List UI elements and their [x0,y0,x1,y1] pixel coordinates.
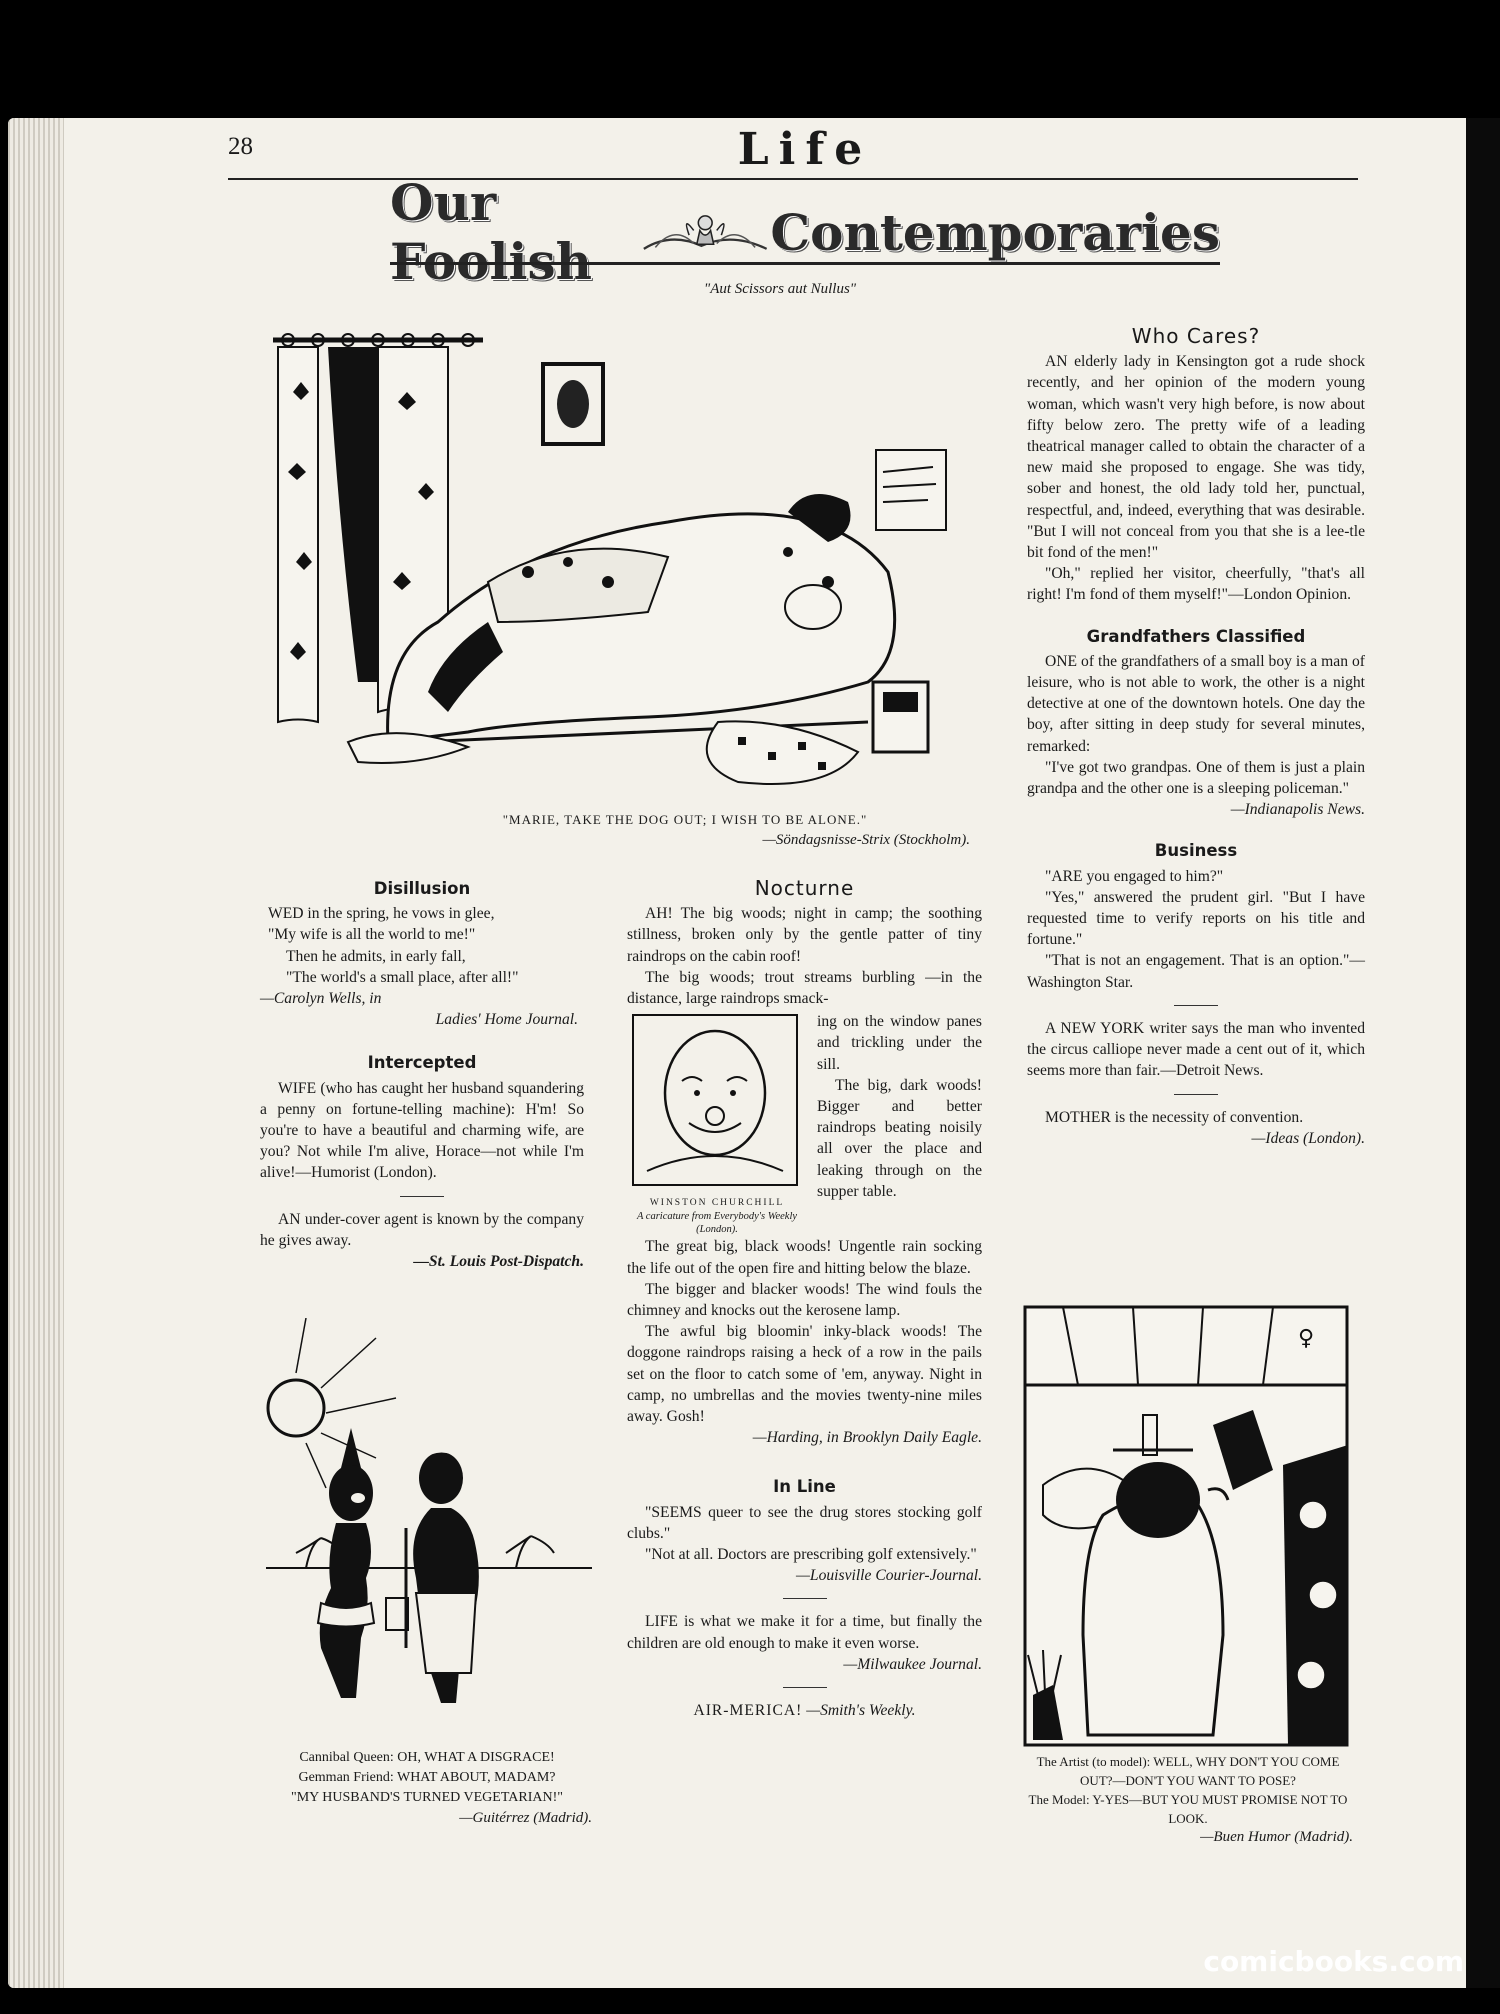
artist-cartoon-caption [1023,1752,1353,1847]
new-york-text: A NEW YORK writer says the man who invented the circus calliope never made a cent out of it, which seems more than fair.—Detroit News. [1027,1019,1365,1080]
air-merica-source: —Smith's Weekly. [806,1702,916,1720]
grandfathers-paragraph: "I've got two grandpas. One of them is just a plain grandpa and the other one is a sleeping policeman." [1027,758,1365,798]
churchill-name: WINSTON CHURCHILL [649,1198,785,1209]
cannibal-cartoon-illustration [266,1318,596,1718]
column-middle [627,878,982,1721]
churchill-caricature [627,1011,807,1236]
cannibal-cartoon-source: —Guitérrez (Madrid). [459,1810,592,1826]
masthead: Life [737,124,873,175]
artist-caption-line: The Artist (to model): WELL, WHY DON'T YOU COME OUT?—DON'T YOU WANT TO POSE? [1036,1754,1340,1788]
air-merica-text: AIR-MERICA! [693,1702,803,1720]
artist-signature-glyph: ♀ [1298,1326,1315,1351]
in-line-source: —Louisville Courier-Journal. [796,1567,982,1585]
intercepted-heading: Intercepted [367,1053,477,1073]
separator-rule [1174,1005,1218,1006]
mother-source: —Ideas (London). [1251,1129,1365,1147]
intercepted-text: WIFE (who has caught her husband squandering a penny on fortune-telling machine): H'm! So you're to have a beautiful and charming wife, are you? Not while I'm alive, Horace—not while I'm alive!—Humorist (London). [260,1079,584,1182]
disillusion-source-journal: Ladies' Home Journal. [435,1011,578,1029]
department-motto: "Aut Scissors aut Nullus" [703,281,857,297]
nocturne-paragraph: The awful big bloomin' inky-black woods! The doggone raindrops raising a heck of a row in the pails set on the floor to catch some of 'em, anyway. Night in camp, no umbrellas and the movies twenty-nine miles away. Gosh! [627,1323,982,1426]
mother-text: MOTHER is the necessity of convention. [1045,1108,1304,1126]
grandfathers-paragraph: ONE of the grandfathers of a small boy is a man of leisure, who is not able to work, the other is a night detective at one of the downtown hotels. One day the boy, after sitting in deep study for several minutes, remarked: [1027,652,1365,755]
who-cares-paragraph: "Oh," replied her visitor, cheerfully, "that's all right! I'm fond of them myself!"—London Opinion. [1027,565,1365,604]
cherub-ornament-icon [640,202,770,262]
department-title-left: Our Foolish [390,173,592,291]
nocturne-paragraph: AH! The big woods; night in camp; the soothing stillness, broken only by the gentle patter of tiny raindrops on the cabin roof! [627,905,982,965]
life-is-source: —Milwaukee Journal. [843,1655,982,1673]
in-line-heading: In Line [773,1477,836,1497]
nocturne-wrapped-text [817,1011,982,1236]
poem-line: Then he admits, in early fall, [286,947,466,965]
nocturne-paragraph: The great big, black woods! Ungentle rain socking the life out of the open fire and hitting below the blaze. [627,1238,982,1277]
undercover-text: AN under-cover agent is known by the company he gives away. [260,1210,584,1249]
undercover-source: —St. Louis Post-Dispatch. [413,1253,584,1271]
lady-on-sofa-illustration [268,322,963,802]
column-right [1027,326,1365,1149]
disillusion-poem [260,903,584,988]
cannibal-cartoon-caption [262,1748,592,1828]
who-cares-heading: Who Cares? [1131,324,1261,348]
watermark: comicbooks.com [1203,1945,1464,1978]
business-paragraph: "ARE you engaged to him?" [1045,867,1224,885]
in-line-paragraph: "SEEMS queer to see the drug stores stocking golf clubs." [627,1503,982,1542]
nocturne-paragraph: The big woods; trout streams burbling —in the distance, large raindrops smack- [627,968,982,1008]
cannibal-caption-line: "MY HUSBAND'S TURNED VEGETARIAN!" [291,1790,563,1805]
binding-shadow [1466,118,1500,1988]
sofa-cartoon-source: —Söndagsnisse-Strix (Stockholm). [762,832,970,848]
separator-rule [1174,1094,1218,1095]
business-paragraph: "That is not an engagement. That is an option."—Washington Star. [1027,952,1365,991]
poem-line: WED in the spring, he vows in glee, [268,905,495,923]
air-merica-item [627,1700,982,1721]
poem-line: "My wife is all the world to me!" [268,926,476,944]
column-left [260,878,584,1272]
grandfathers-heading: Grandfathers Classified [1086,626,1306,646]
nocturne-paragraph: The big, dark woods! Bigger and better raindrops beating noisily all over the place and leaking through on the supper table. [817,1076,982,1200]
artist-cartoon-source: —Buen Humor (Madrid). [1200,1829,1353,1845]
artist-cartoon-illustration [1023,1305,1349,1747]
business-heading: Business [1154,841,1238,861]
grandfathers-source: —Indianapolis News. [1230,801,1365,819]
nocturne-source: —Harding, in Brooklyn Daily Eagle. [752,1429,982,1447]
nocturne-paragraph: The bigger and blacker woods! The wind fouls the chimney and knocks out the kerosene lamp. [627,1280,982,1320]
page-stack-edge [8,118,64,1988]
separator-rule [783,1687,827,1688]
cannibal-caption-line: Cannibal Queen: OH, WHAT A DISGRACE! [299,1750,555,1765]
sofa-cartoon-caption: "MARIE, TAKE THE DOG OUT; I WISH TO BE ALONE." [502,812,868,827]
life-is-text: LIFE is what we make it for a time, but finally the children are old enough to make it even worse. [627,1613,982,1652]
churchill-caption [627,1197,807,1236]
department-title-right: Contemporaries [770,202,1220,262]
separator-rule [783,1598,827,1599]
poem-line: "The world's a small place, after all!" [286,968,519,986]
churchill-caricature-drawing [627,1011,803,1191]
cannibal-caption-line: Gemman Friend: WHAT ABOUT, MADAM? [298,1770,556,1785]
nocturne-heading: Nocturne [754,876,855,900]
nocturne-paragraph: ing on the window panes and trickling under the sill. [817,1013,982,1073]
churchill-source: A caricature from Everybody's Weekly (London). [636,1211,798,1236]
separator-rule [400,1196,444,1197]
who-cares-paragraph: AN elderly lady in Kensington got a rude shock recently, and her opinion of the modern young woman, which wasn't very high before, is now about fifty below zero. The pretty wife of a leading theatrical manager called to obtain the character of a new maid she proposed to engage. She was tidy, sober and honest, the old lady told her, punctual, respectful, and, indeed, everything that was desirable. "But I will not conceal from you that she is a lee-tle bit fond of the men!" [1027,353,1365,562]
artist-caption-line: The Model: Y-YES—BUT YOU MUST PROMISE NOT TO LOOK. [1028,1792,1348,1826]
title-rule [390,262,1220,265]
in-line-paragraph: "Not at all. Doctors are prescribing golf extensively." [645,1546,977,1564]
business-paragraph: "Yes," answered the prudent girl. "But I have requested time to verify reports on his title and fortune." [1027,888,1365,949]
nocturne-wrap-block [627,1011,982,1236]
disillusion-heading: Disillusion [373,879,471,898]
page-number: 28 [228,133,253,160]
disillusion-source-author: —Carolyn Wells, in [260,990,382,1008]
